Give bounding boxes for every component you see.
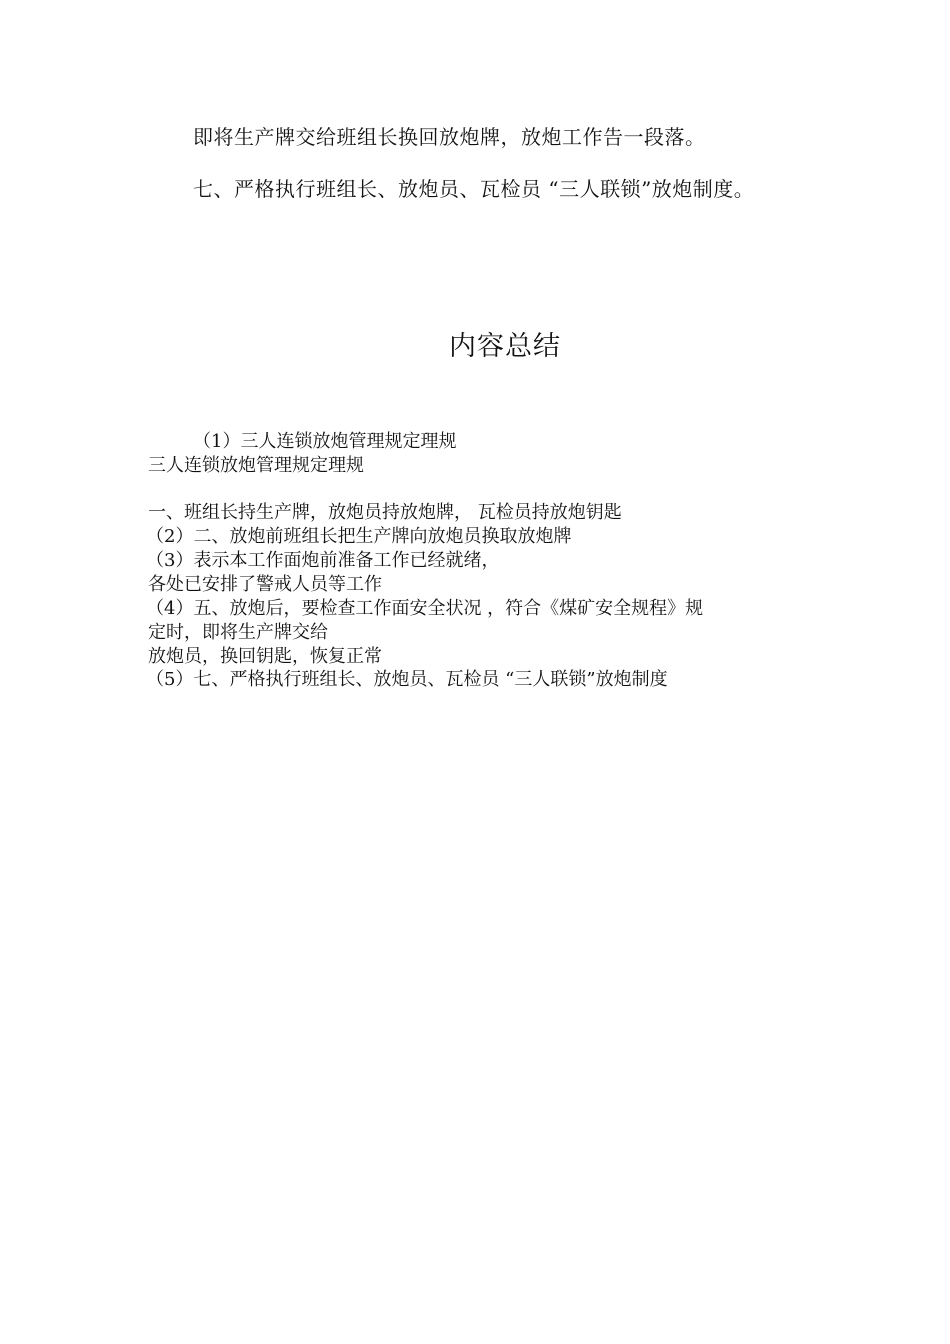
summary-line-8: （4）五、放炮后，要检查工作面安全状况 ，符合《煤矿安全规程》规 [146, 598, 704, 619]
summary-line-1: （1）三人连锁放炮管理规定理规 [193, 431, 457, 452]
summary-line-11: （5）七、严格执行班组长、放炮员、瓦检员 “三人联锁”放炮制度 [146, 669, 668, 690]
summary-line-5: （2）二、放炮前班组长把生产牌向放炮员换取放炮牌 [146, 526, 572, 547]
body-paragraph-1: 即将生产牌交给班组长换回放炮牌，放炮工作告一段落。 [193, 125, 706, 149]
summary-title: 内容总结 [449, 331, 561, 362]
summary-line-2: 三人连锁放炮管理规定理规 [148, 455, 364, 476]
summary-line-4: 一、班组长持生产牌，放炮员持放炮牌， 瓦检员持放炮钥匙 [148, 502, 622, 523]
summary-line-10: 放炮员，换回钥匙，恢复正常 [148, 646, 382, 667]
summary-line-9: 定时，即将生产牌交给 [148, 622, 328, 643]
summary-line-7: 各处已安排了警戒人员等工作 [148, 574, 382, 595]
body-paragraph-2: 七、严格执行班组长、放炮员、瓦检员 “三人联锁”放炮制度。 [193, 177, 755, 201]
summary-line-6: （3）表示本工作面炮前准备工作已经就绪， [146, 550, 500, 571]
